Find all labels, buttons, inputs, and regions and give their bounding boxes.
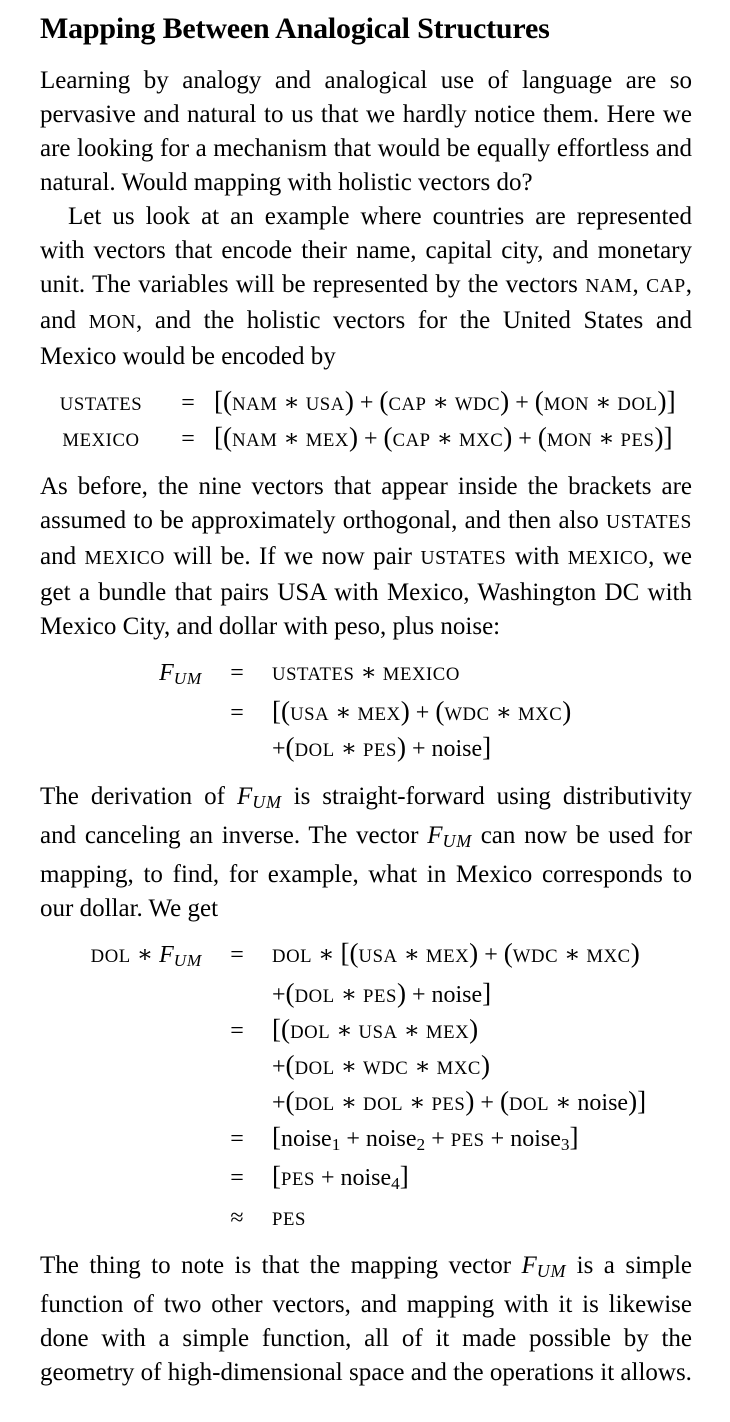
equation-relation: =	[230, 1165, 244, 1192]
equation-relation: =	[181, 426, 195, 452]
equation-lhs	[40, 1086, 202, 1122]
equation-lhs: FUM	[159, 660, 202, 688]
paragraph-conclusion: The thing to note is that the mapping vector FUM is a simple function of two other vectors, and mapping with it is likewise done with a simple function, all of it made possible by the geometry of high-dimensional space and the operations it allows.	[40, 1252, 692, 1387]
equation-relation	[202, 1086, 272, 1122]
equation-relation: =	[230, 660, 244, 686]
equation-rhs: USTATES ∗ MEXICO	[272, 660, 460, 686]
equation-lhs	[40, 696, 202, 732]
equation-lhs	[40, 732, 202, 768]
equation-relation: =	[230, 1125, 244, 1152]
equation-rhs: +(DOL ∗ PES) + noise]	[272, 731, 492, 762]
equation-relation: =	[230, 941, 244, 968]
equation-lhs	[40, 1050, 202, 1086]
equation-relation	[202, 1050, 272, 1086]
equation-relation	[202, 732, 272, 768]
equation-relation: =	[181, 390, 195, 416]
paragraph-derivation: The derivation of FUM is straight-forward using distributivity and canceling an inverse. The vector FUM can now be used for mapping, to find, for example, what in Mexico corresponds to our dollar. We get	[40, 782, 692, 922]
equation-rhs: [noise1 + noise2 + PES + noise3]	[272, 1121, 579, 1154]
equation-lhs: DOL ∗ FUM	[90, 941, 202, 970]
paragraph-pairing: As before, the nine vectors that appear inside the brackets are assumed to be approximately orthogonal, and then also USTATES and MEXICO will be. If we now pair USTATES with MEXICO, we get a bundle that pairs USA with Mexico, Washington DC with Mexico City, and dollar with peso, plus noise:	[40, 473, 692, 640]
equation-rhs: PES	[272, 1209, 306, 1231]
equation-rhs: [(NAM ∗ MEX) + (CAP ∗ MXC) + (MON ∗ PES)]	[214, 422, 673, 452]
equation-rhs: [PES + noise4]	[272, 1161, 409, 1194]
equation-lhs	[40, 1161, 202, 1201]
equation-rhs: +(DOL ∗ DOL ∗ PES) + (DOL ∗ noise)]	[272, 1085, 647, 1116]
equation-lhs: USTATES	[59, 394, 143, 415]
equation-rhs: [(USA ∗ MEX) + (WDC ∗ MXC)	[272, 695, 572, 726]
equation-rhs: +(DOL ∗ PES) + noise]	[272, 977, 492, 1008]
equation-relation: =	[230, 699, 244, 726]
equation-relation	[202, 978, 272, 1014]
equation-lhs	[40, 978, 202, 1014]
equation-dol-mapping-derivation	[40, 938, 692, 1237]
equation-rhs: +(DOL ∗ WDC ∗ MXC)	[272, 1049, 490, 1080]
section-title: Mapping Between Analogical Structures	[40, 12, 550, 45]
equation-ustates-mexico-encoding	[40, 386, 692, 458]
equation-lhs: MEXICO	[62, 430, 140, 451]
equation-rhs: [(NAM ∗ USA) + (CAP ∗ WDC) + (MON ∗ DOL)]	[214, 386, 676, 416]
equation-relation: =	[230, 1017, 244, 1044]
equation-rhs: DOL ∗ [(USA ∗ MEX) + (WDC ∗ MXC)	[272, 937, 640, 968]
equation-lhs	[40, 1122, 202, 1162]
equation-relation: ≈	[230, 1205, 244, 1232]
paragraph-example: Let us look at an example where countries are represented with vectors that encode their name, capital city, and monetary unit. The variables will be represented by the vectors NAM, CAP, and MON, and the holistic vectors for the United States and Mexico would be encoded by	[40, 203, 693, 370]
paragraph-intro: Learning by analogy and analogical use of language are so pervasive and natural to us that we hardly notice them. Here we are looking for a mechanism that would be equally effortless and natural. Would mapping with holistic vectors do?	[40, 67, 692, 196]
equation-lhs	[40, 1201, 202, 1237]
equation-rhs: [(DOL ∗ USA ∗ MEX)	[272, 1013, 479, 1044]
equation-lhs	[40, 1014, 202, 1050]
equation-fum-definition	[40, 656, 692, 768]
